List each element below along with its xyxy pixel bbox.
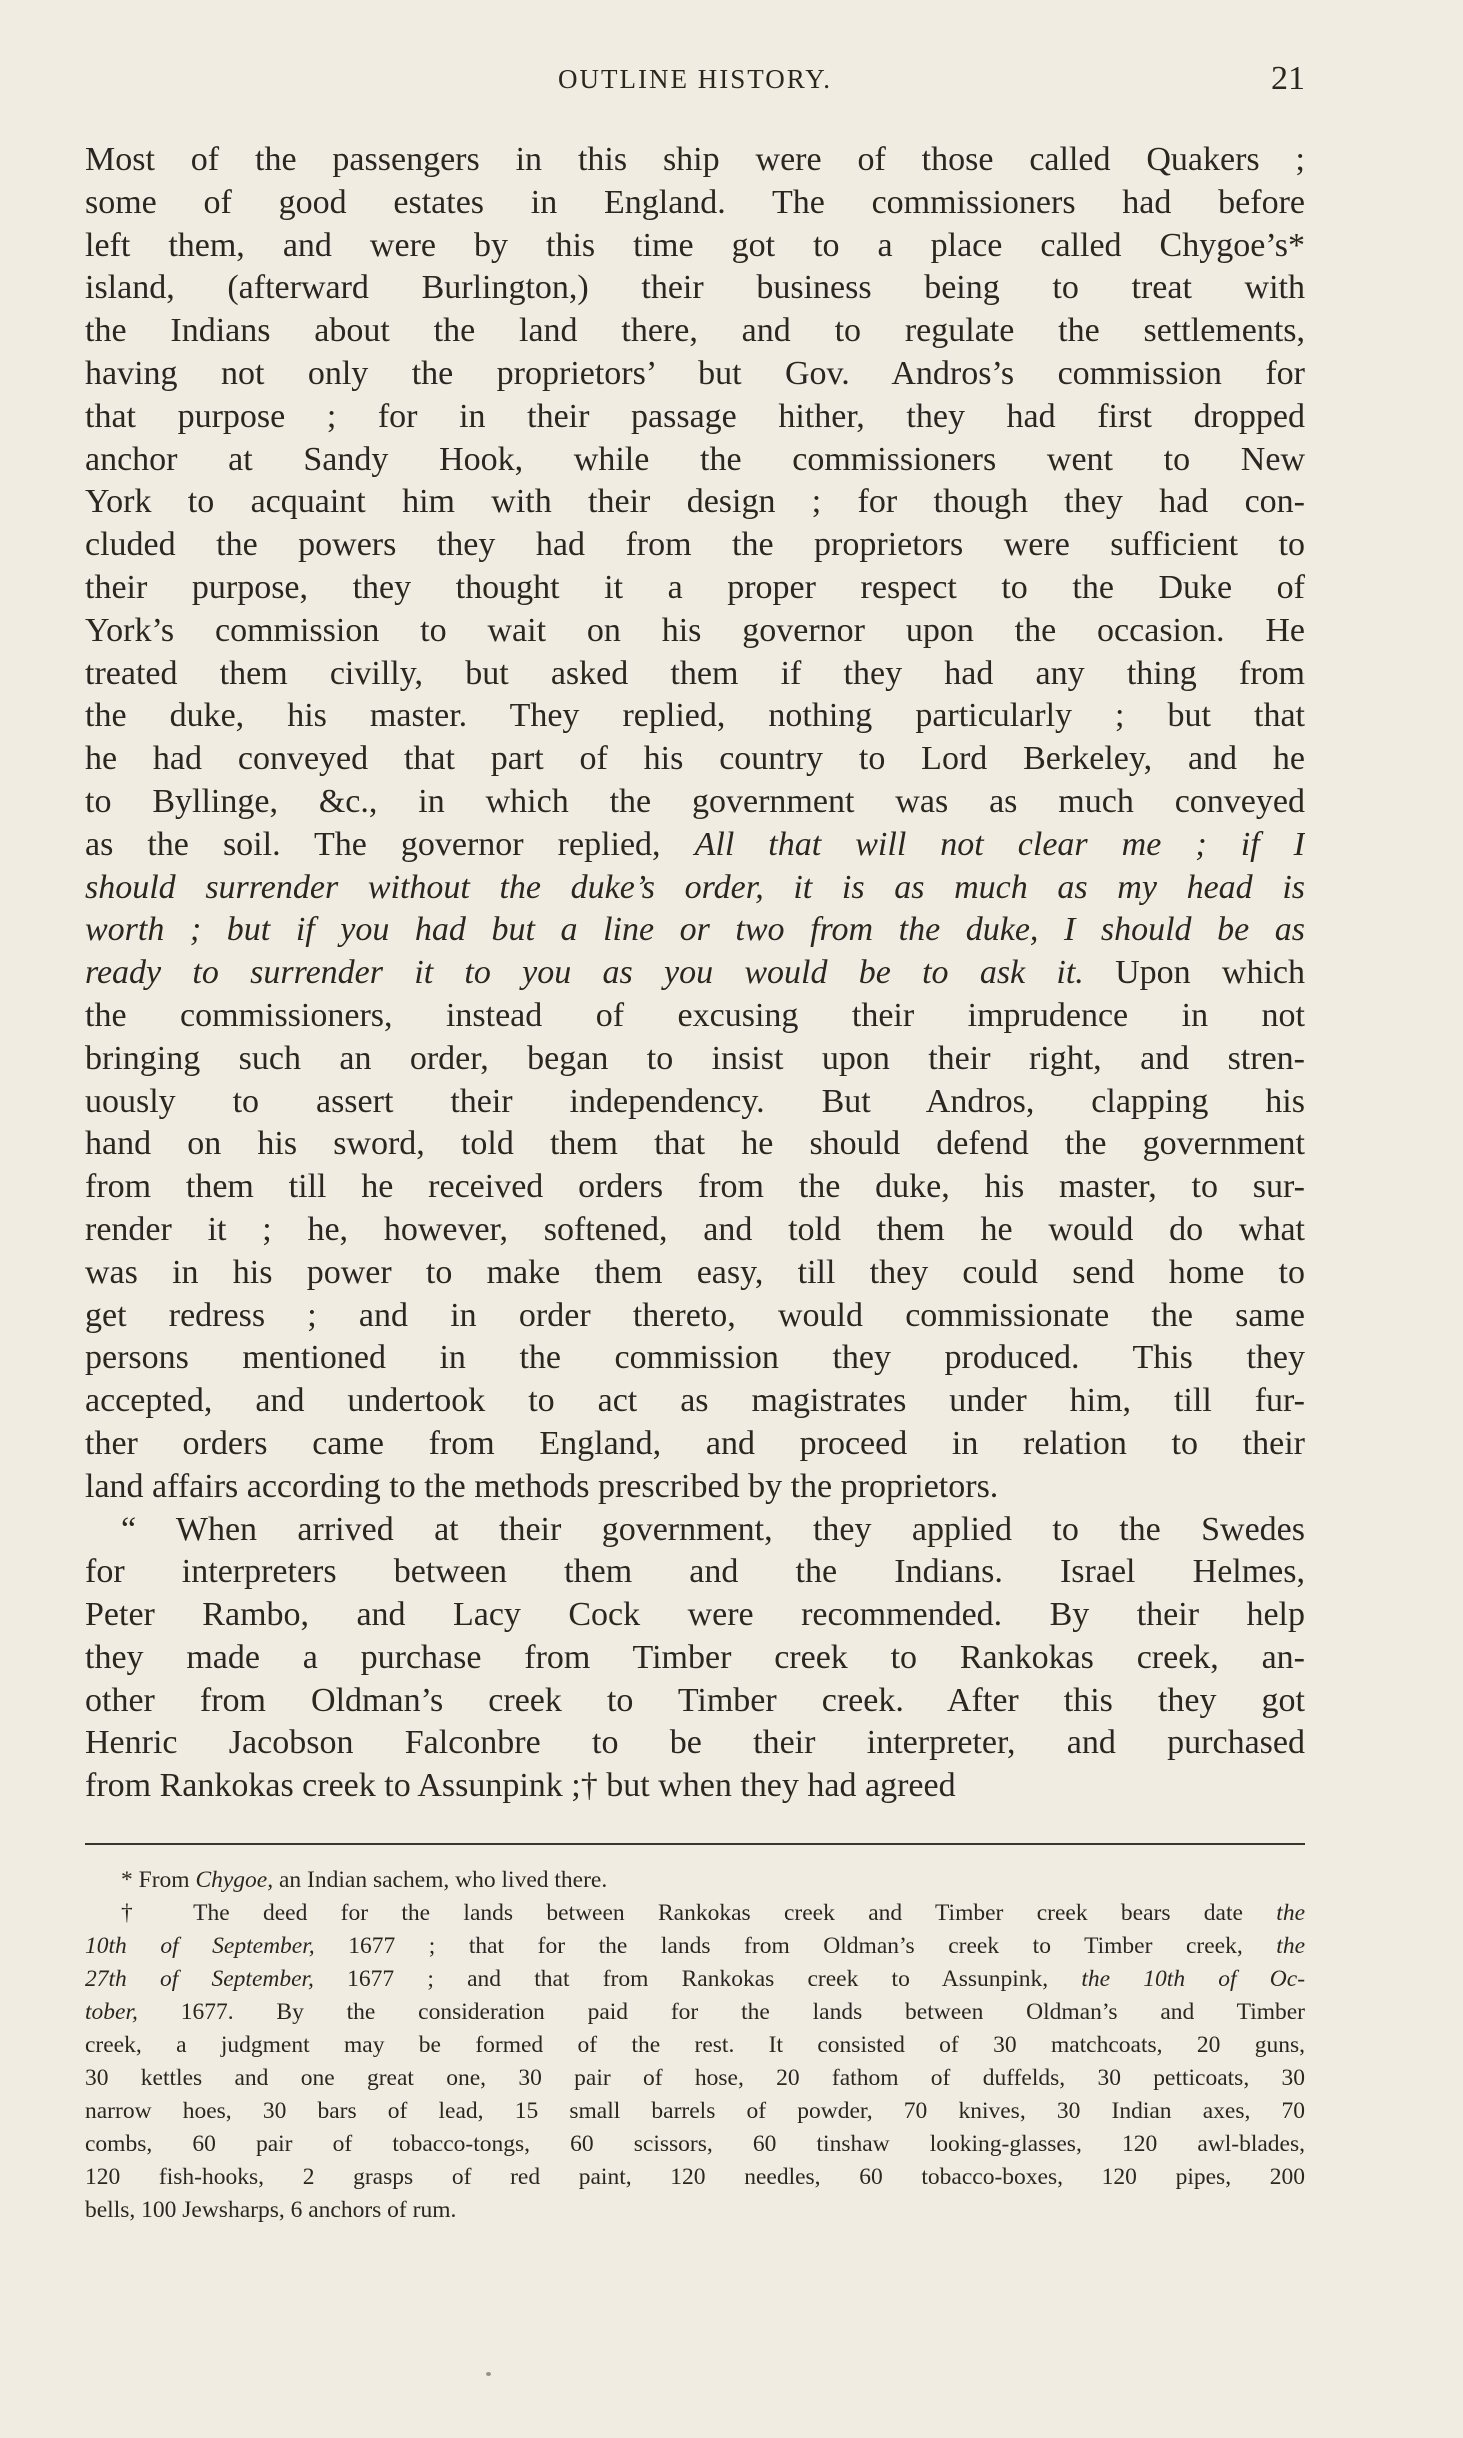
- text-line: hand on his sword, told them that he should defend the government: [85, 1125, 1305, 1163]
- quote-text: should surrender without the duke’s order, it is as much as my head is: [85, 868, 1305, 906]
- text-line: having not only the proprietors’ but Gov. Andros’s commission for: [85, 354, 1305, 392]
- text-segment: Upon which: [1115, 954, 1305, 992]
- text-line: “ When arrived at their government, they applied to the Swedes: [121, 1510, 1305, 1548]
- text-line: York’s commission to wait on his governor upon the occasion. He: [85, 611, 1305, 649]
- text-line: was in his power to make them easy, till they could send home to: [85, 1253, 1305, 1291]
- footnote-2-line: [85, 1897, 1305, 1930]
- footnote-2-line: 120 fish-hooks, 2 grasps of red paint, 120 needles, 60 tobacco-boxes, 120 pipes, 200: [85, 2164, 1305, 2190]
- page-header: [85, 60, 1305, 110]
- text-line: the commissioners, instead of excusing their imprudence in not: [85, 996, 1305, 1034]
- footnote-italic: the 10th of Oc-: [1081, 1966, 1305, 1992]
- text-line: Henric Jacobson Falconbre to be their interpreter, and purchased: [85, 1724, 1305, 1762]
- quote-text: ready to surrender it to you as you would be to ask it.: [85, 954, 1084, 992]
- text-line: that purpose ; for in their passage hither, they had first dropped: [85, 397, 1305, 435]
- footnote-2-line: creek, a judgment may be formed of the rest. It consisted of 30 matchcoats, 20 guns,: [85, 2032, 1305, 2058]
- text-line: their purpose, they thought it a proper respect to the Duke of: [85, 568, 1305, 606]
- text-line: left them, and were by this time got to a place called Chygoe’s*: [85, 226, 1305, 264]
- text-line: from them till he received orders from the duke, his master, to sur-: [85, 1168, 1305, 1206]
- footnote-marker: *: [121, 1867, 133, 1893]
- footnote-italic: 10th of September,: [85, 1933, 315, 1959]
- text-segment: as the soil. The governor replied,: [85, 825, 661, 863]
- footnote-2-line: 30 kettles and one great one, 30 pair of hose, 20 fathom of duffelds, 30 petticoats, 30: [85, 2065, 1305, 2091]
- text-line-mixed: [85, 824, 1305, 867]
- footnote-text: 1677 ; and that from Rankokas creek to Assunpink,: [347, 1966, 1049, 1992]
- footnote-text: an Indian sachem, who lived there.: [278, 1867, 608, 1893]
- ink-speck: [486, 2372, 491, 2376]
- text-line: they made a purchase from Timber creek to Rankokas creek, an-: [85, 1638, 1305, 1676]
- page-number: 21: [1271, 60, 1305, 97]
- quote-text: worth ; but if you had but a line or two from the duke, I should be as: [85, 911, 1305, 949]
- text-line-italic: [85, 909, 1305, 952]
- footnote-italic: 27th of September,: [85, 1966, 314, 1992]
- text-line: from Rankokas creek to Assunpink ;† but when they had agreed: [85, 1767, 956, 1805]
- footnote-2-line: narrow hoes, 30 bars of lead, 15 small barrels of powder, 70 knives, 30 Indian axes, 70: [85, 2098, 1305, 2124]
- text-line: anchor at Sandy Hook, while the commissioners went to New: [85, 440, 1305, 478]
- footnote-2-line: [85, 1963, 1305, 1996]
- text-line: land affairs according to the methods prescribed by the proprietors.: [85, 1467, 999, 1505]
- footnote-1: [85, 1864, 1305, 1897]
- footnote-2-line: [85, 1930, 1305, 1963]
- text-line: render it ; he, however, softened, and told them he would do what: [85, 1210, 1305, 1248]
- text-line: to Byllinge, &c., in which the government was as much conveyed: [85, 782, 1305, 820]
- text-line: some of good estates in England. The commissioners had before: [85, 183, 1305, 221]
- running-head: OUTLINE HISTORY.: [557, 64, 832, 94]
- footnote-text: 1677 ; that for the lands from Oldman’s creek to Timber creek,: [348, 1933, 1243, 1959]
- text-line-mixed: [85, 952, 1305, 995]
- main-text: [85, 139, 1305, 1808]
- quote-text: All that will not clear me ; if I: [694, 825, 1305, 863]
- footnote-text: † The deed for the lands between Rankokas creek and Timber creek bears date: [121, 1900, 1243, 1926]
- text-line: Most of the passengers in this ship were of those called Quakers ;: [85, 141, 1305, 178]
- text-line: Peter Rambo, and Lacy Cock were recommended. By their help: [85, 1596, 1305, 1634]
- text-line: accepted, and undertook to act as magistrates under him, till fur-: [85, 1382, 1305, 1420]
- footnotes: [85, 1864, 1305, 2227]
- text-line: for interpreters between them and the Indians. Israel Helmes,: [85, 1553, 1305, 1591]
- footnote-italic: tober,: [85, 1999, 138, 2025]
- text-line: the duke, his master. They replied, nothing particularly ; but that: [85, 697, 1305, 735]
- text-line: cluded the powers they had from the proprietors were sufficient to: [85, 526, 1305, 564]
- footnote-2-line: combs, 60 pair of tobacco-tongs, 60 scissors, 60 tinshaw looking-glasses, 120 awl-blades,: [85, 2131, 1305, 2157]
- text-line: get redress ; and in order thereto, would commissionate the same: [85, 1296, 1305, 1334]
- footnote-2-line: [85, 1996, 1305, 2029]
- text-line: the Indians about the land there, and to regulate the settlements,: [85, 312, 1305, 350]
- text-line: bringing such an order, began to insist upon their right, and stren-: [85, 1039, 1305, 1077]
- footnote-text: 1677. By the consideration paid for the lands between Oldman’s and Timber: [180, 1999, 1305, 2025]
- text-line: he had conveyed that part of his country to Lord Berkeley, and he: [85, 740, 1305, 778]
- text-line: York to acquaint him with their design ; for though they had con-: [85, 483, 1305, 521]
- text-line-italic: [85, 867, 1305, 910]
- text-line: ther orders came from England, and proceed in relation to their: [85, 1424, 1305, 1462]
- footnote-italic: Chygoe,: [195, 1867, 274, 1893]
- text-line: uously to assert their independency. But Andros, clapping his: [85, 1082, 1305, 1120]
- footnote-italic: the: [1276, 1900, 1305, 1926]
- footnote-divider: [85, 1843, 1305, 1845]
- footnote-italic: the: [1276, 1933, 1305, 1959]
- footnote-text: From: [138, 1867, 190, 1893]
- text-line: persons mentioned in the commission they produced. This they: [85, 1339, 1305, 1377]
- text-line: island, (afterward Burlington,) their business being to treat with: [85, 269, 1305, 307]
- text-line: treated them civilly, but asked them if they had any thing from: [85, 654, 1305, 692]
- footnote-2-line: bells, 100 Jewsharps, 6 anchors of rum.: [85, 2197, 457, 2223]
- text-line: other from Oldman’s creek to Timber creek. After this they got: [85, 1681, 1305, 1719]
